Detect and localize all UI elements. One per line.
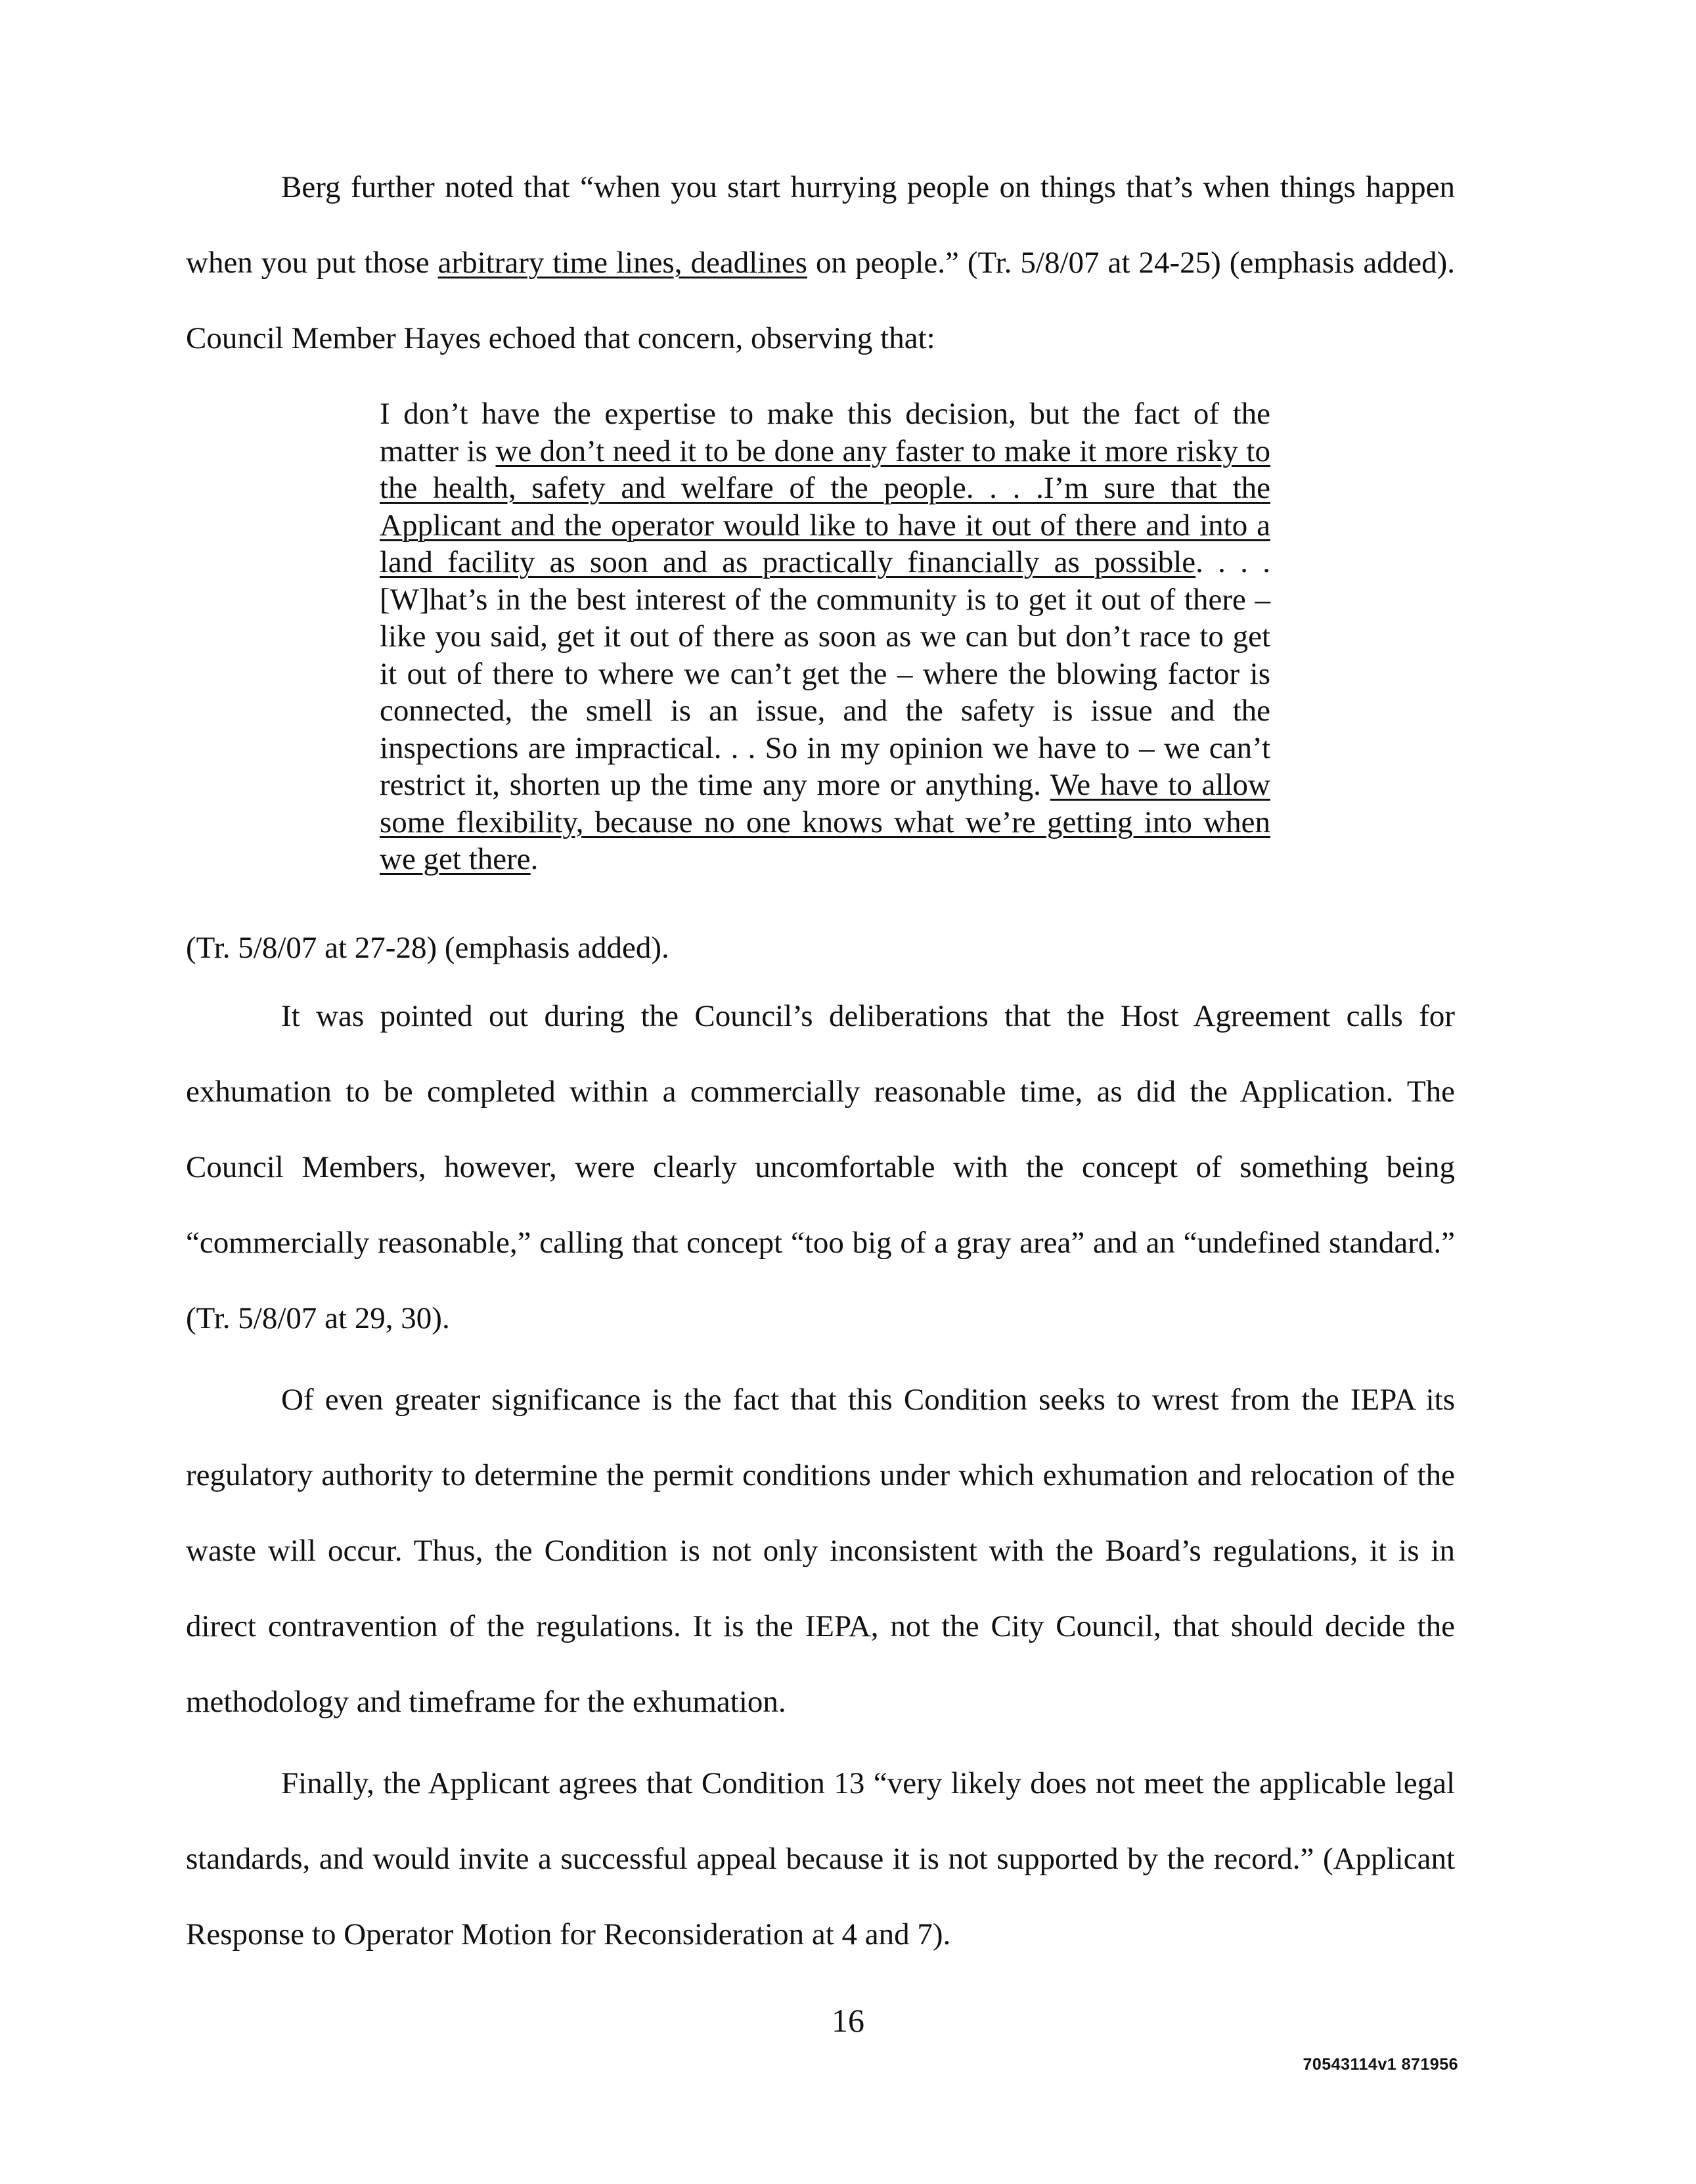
paragraph-host-agreement: It was pointed out during the Council’s deliberations that the Host Agreement calls for exhumation to be completed within a commercially reasonable time, as did the Application. The Council Members, however, were clearly uncomfortable with the concept of something being “commercially reasonable,” calling that concept “too big of a gray area” and an “undefined standard.” (Tr. 5/8/07 at 29, 30). <box>186 999 1455 1335</box>
document-id: 70543114v1 871956 <box>1303 2055 1458 2074</box>
quote-text: I don’t have the expertise to make this decision, but the fact of the matter is <box>380 397 1270 468</box>
quote-citation: (Tr. 5/8/07 at 27-28) (emphasis added). <box>186 931 669 965</box>
emphasized-text: arbitrary time lines, deadlines <box>437 246 807 280</box>
paragraph-text: Berg further noted that “when you start hurrying people on things that’s when things happen when you put those <box>186 170 1455 280</box>
paragraph-text: on people.” (Tr. 5/8/07 at 24-25) (emphasis added). Council Member Hayes echoed that concern, observing that: <box>186 246 1455 355</box>
quote-text: . . . .[W]hat’s in the best interest of the community is to get it out of there – like you said, get it out of there as soon as we can but don’t race to get it out of there to where we can’t get the – where the blowing factor is connected, the smell is an issue, and the safety is issue and the inspections are impractical. . . So in my opinion we have to – we can’t restrict it, shorten up the time any more or anything. <box>380 545 1271 802</box>
block-quote-hayes <box>380 395 1270 878</box>
page-number: 16 <box>832 2002 864 2039</box>
emphasized-quote-text: we don’t need it to be done any faster to make it more risky to the health, safety and welfare of the people. . . .I’m sure that the Applicant and the operator would like to have it out of there and into a land facility as soon and as practically financially as possible <box>380 434 1270 579</box>
emphasized-quote-text: We have to allow some flexibility, because no one knows what we’re getting into when we get there <box>380 768 1270 876</box>
paragraph-berg-noted <box>186 150 1455 376</box>
paragraph-applicant-agrees: Finally, the Applicant agrees that Condition 13 “very likely does not meet the applicable legal standards, and would invite a successful appeal because it is not supported by the record.” (Applicant Response to Operator Motion for Reconsideration at 4 and 7). <box>186 1766 1455 1951</box>
paragraph-iepa-authority: Of even greater significance is the fact that this Condition seeks to wrest from the IEPA its regulatory authority to determine the permit conditions under which exhumation and relocation of the waste will occur. Thus, the Condition is not only inconsistent with the Board’s regulations, it is in direct contravention of the regulations. It is the IEPA, not the City Council, that should decide the methodology and timeframe for the exhumation. <box>186 1383 1455 1719</box>
quote-text: . <box>530 842 539 876</box>
